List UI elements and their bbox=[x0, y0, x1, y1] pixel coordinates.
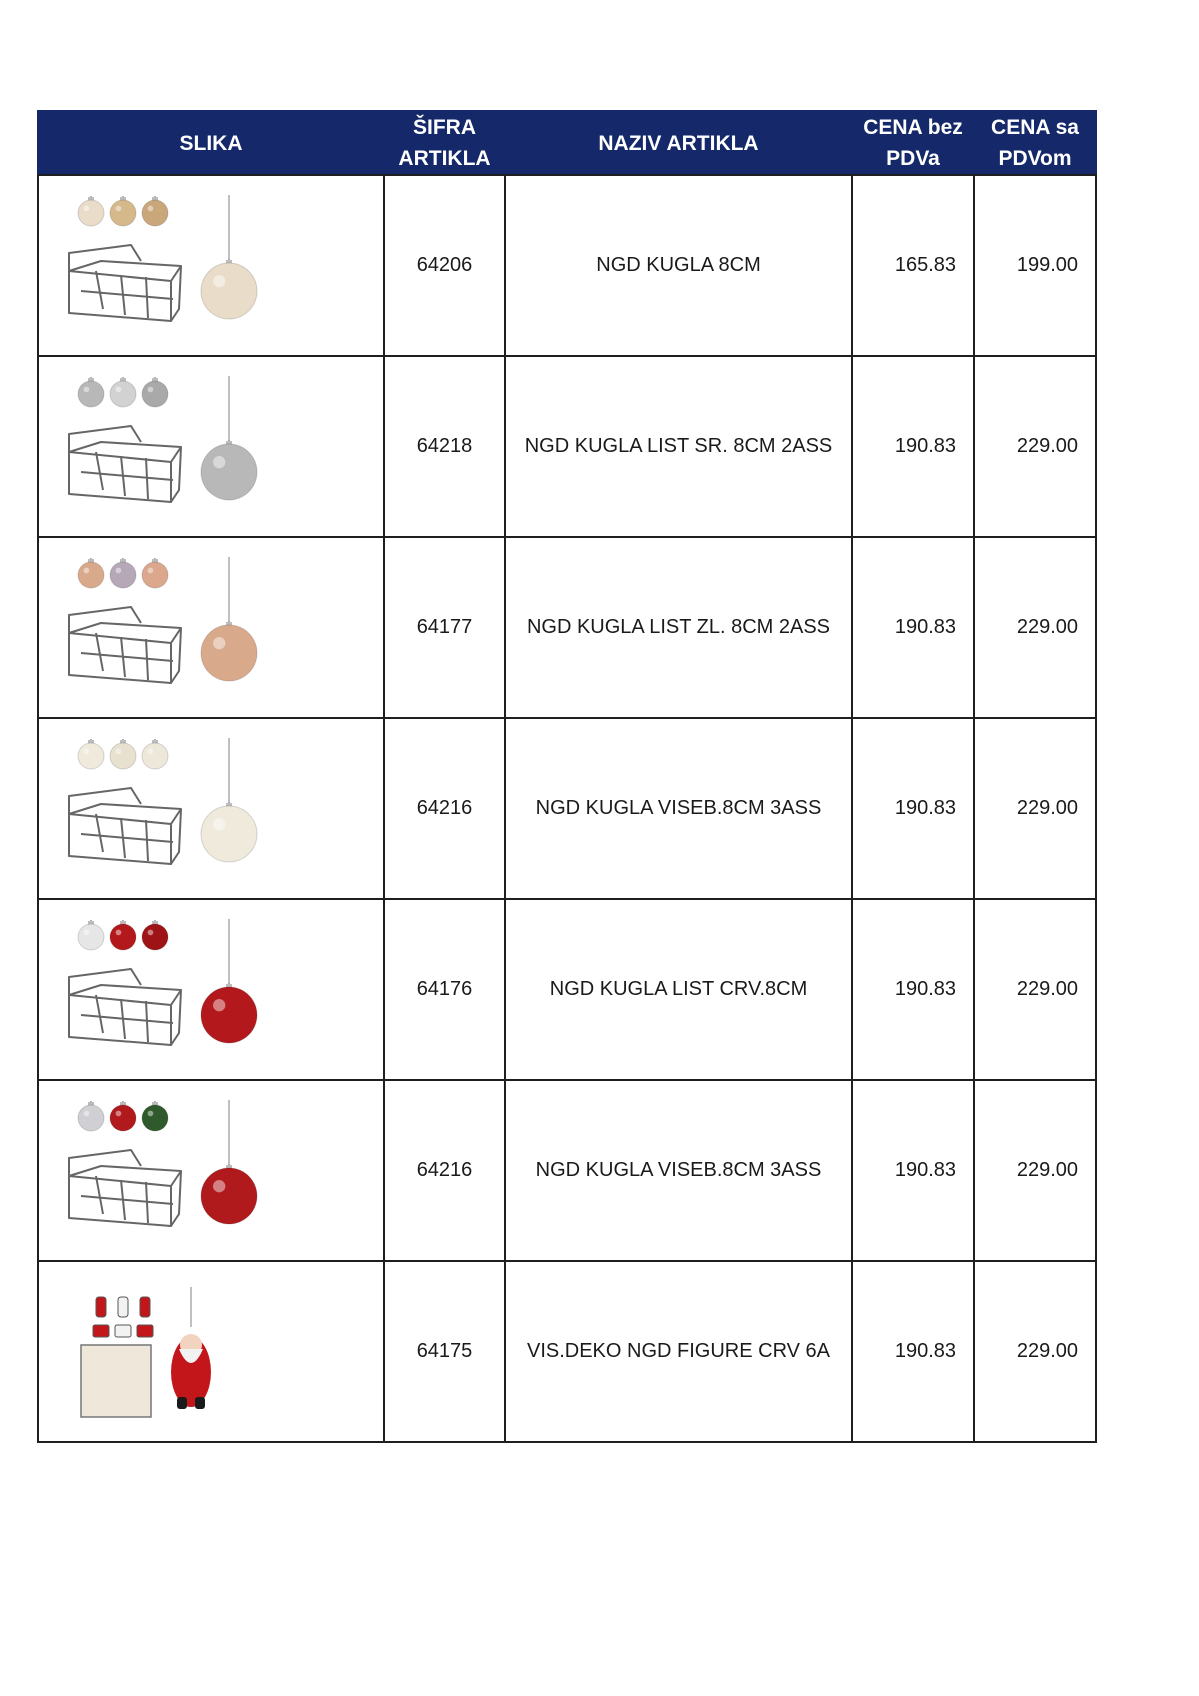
table-row bbox=[38, 537, 1096, 718]
product-name: NGD KUGLA LIST SR. 8CM 2ASS bbox=[505, 356, 852, 537]
price-without-vat: 190.83 bbox=[852, 1080, 974, 1261]
header-code: ŠIFRA ARTIKLA bbox=[384, 111, 505, 175]
product-code: 64177 bbox=[384, 537, 505, 718]
product-image-cell bbox=[38, 899, 384, 1080]
product-image-cell bbox=[38, 1261, 384, 1442]
product-image-cell bbox=[38, 537, 384, 718]
header-name: NAZIV ARTIKLA bbox=[505, 111, 852, 175]
product-name: VIS.DEKO NGD FIGURE CRV 6A bbox=[505, 1261, 852, 1442]
ornament-ball-set-red-icon bbox=[61, 915, 261, 1065]
product-code: 64216 bbox=[384, 1080, 505, 1261]
header-image: SLIKA bbox=[38, 111, 384, 175]
table-row bbox=[38, 718, 1096, 899]
price-without-vat: 190.83 bbox=[852, 1261, 974, 1442]
table-row bbox=[38, 175, 1096, 356]
product-image-cell bbox=[38, 175, 384, 356]
product-name: NGD KUGLA VISEB.8CM 3ASS bbox=[505, 718, 852, 899]
product-image-cell bbox=[38, 356, 384, 537]
ornament-ball-set-rose-icon bbox=[61, 553, 261, 703]
price-with-vat: 229.00 bbox=[974, 899, 1096, 1080]
product-image-cell bbox=[38, 718, 384, 899]
product-image-cell bbox=[38, 1080, 384, 1261]
header-price-gross: CENA sa PDVom bbox=[974, 111, 1096, 175]
table-row bbox=[38, 1261, 1096, 1442]
price-with-vat: 229.00 bbox=[974, 718, 1096, 899]
table-header-row bbox=[38, 111, 1096, 175]
product-code: 64206 bbox=[384, 175, 505, 356]
ornament-ball-set-gold-icon bbox=[61, 191, 261, 341]
price-with-vat: 199.00 bbox=[974, 175, 1096, 356]
product-name: NGD KUGLA LIST ZL. 8CM 2ASS bbox=[505, 537, 852, 718]
product-name: NGD KUGLA VISEB.8CM 3ASS bbox=[505, 1080, 852, 1261]
product-name: NGD KUGLA 8CM bbox=[505, 175, 852, 356]
price-without-vat: 190.83 bbox=[852, 537, 974, 718]
header-price-net: CENA bez PDVa bbox=[852, 111, 974, 175]
price-with-vat: 229.00 bbox=[974, 1261, 1096, 1442]
product-code: 64216 bbox=[384, 718, 505, 899]
ornament-ball-set-silver-icon bbox=[61, 372, 261, 522]
table-row bbox=[38, 356, 1096, 537]
price-without-vat: 190.83 bbox=[852, 356, 974, 537]
table-row bbox=[38, 899, 1096, 1080]
product-code: 64176 bbox=[384, 899, 505, 1080]
ornament-ball-set-santa-icon bbox=[61, 734, 261, 884]
price-without-vat: 165.83 bbox=[852, 175, 974, 356]
table-row bbox=[38, 1080, 1096, 1261]
santa-figure-set-icon bbox=[61, 1277, 261, 1427]
product-code: 64218 bbox=[384, 356, 505, 537]
ornament-ball-set-plaid-icon bbox=[61, 1096, 261, 1246]
price-with-vat: 229.00 bbox=[974, 356, 1096, 537]
product-code: 64175 bbox=[384, 1261, 505, 1442]
product-name: NGD KUGLA LIST CRV.8CM bbox=[505, 899, 852, 1080]
price-with-vat: 229.00 bbox=[974, 1080, 1096, 1261]
price-table bbox=[37, 110, 1097, 1443]
table-body bbox=[38, 175, 1096, 1442]
price-with-vat: 229.00 bbox=[974, 537, 1096, 718]
price-without-vat: 190.83 bbox=[852, 718, 974, 899]
price-without-vat: 190.83 bbox=[852, 899, 974, 1080]
